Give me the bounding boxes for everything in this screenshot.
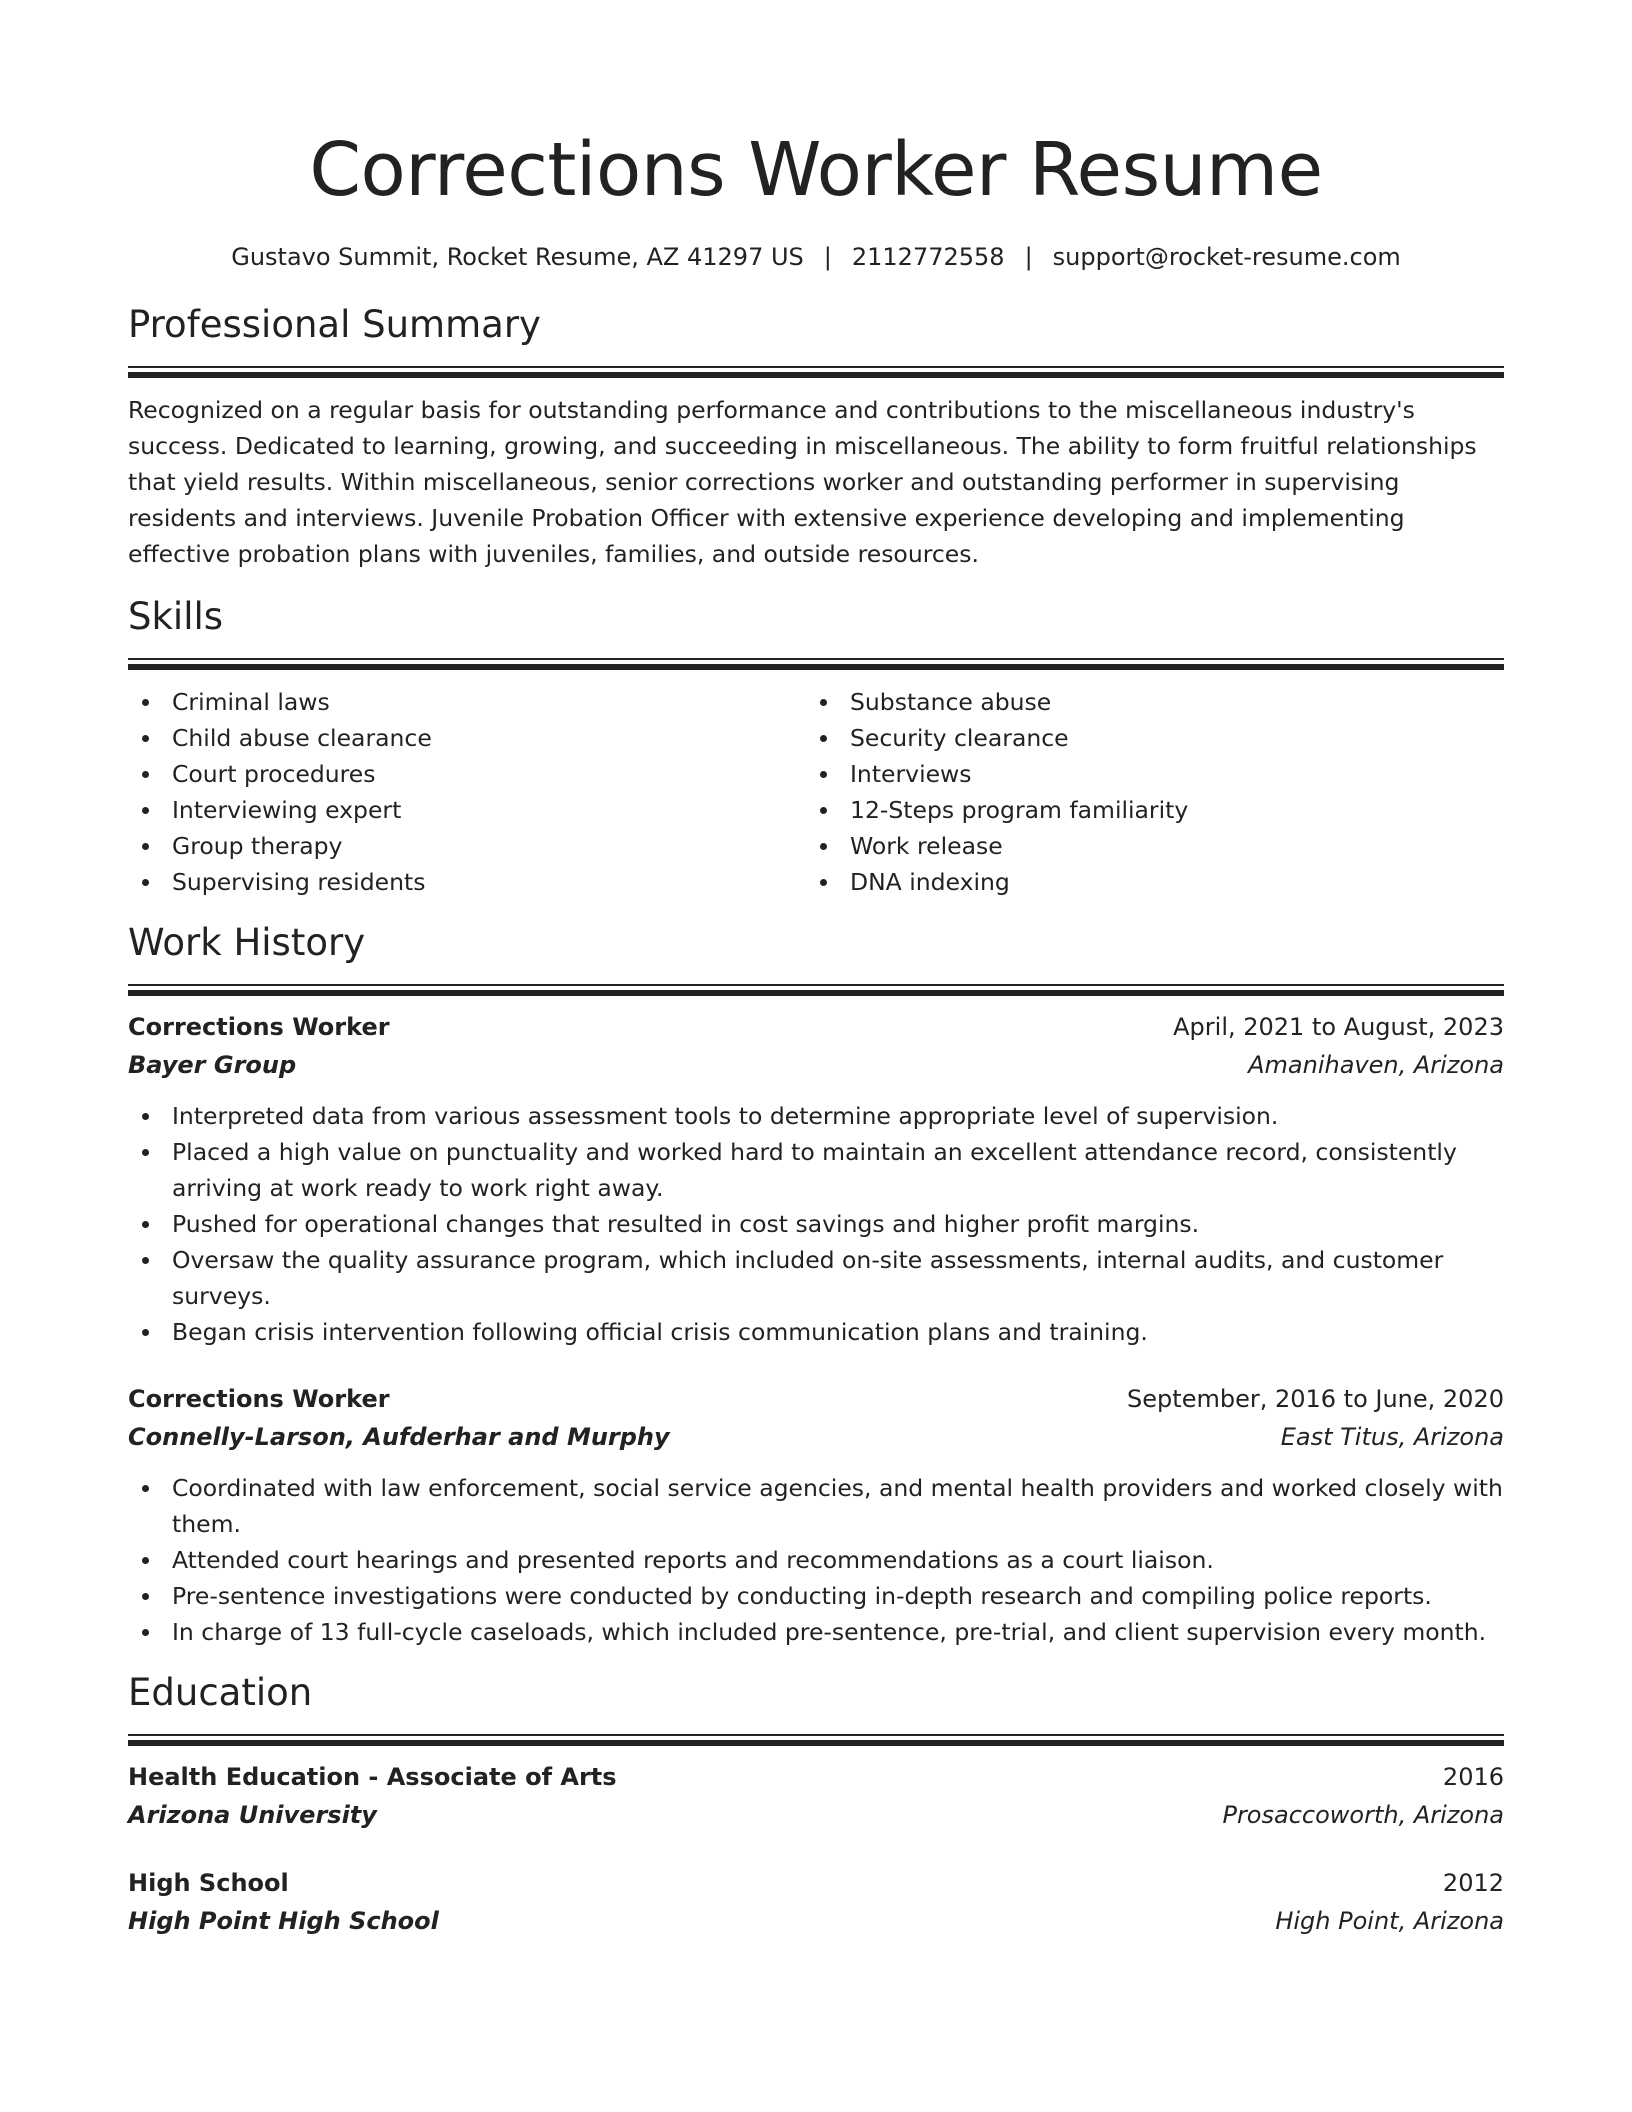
- skill-item: Criminal laws: [128, 684, 806, 720]
- education-degree: Health Education - Associate of Arts: [128, 1763, 617, 1791]
- job-location: East Titus, Arizona: [1280, 1423, 1504, 1451]
- skill-item: Supervising residents: [128, 864, 806, 900]
- summary-section: [128, 300, 1504, 572]
- job-header-row: [128, 1380, 1504, 1418]
- work-history-heading: Work History: [128, 921, 366, 964]
- resume-title: Corrections Worker Resume: [309, 127, 1323, 213]
- job-bullets: [128, 1098, 1504, 1350]
- education-location: Prosaccoworth, Arizona: [1222, 1801, 1504, 1829]
- contact-email: support@rocket-resume.com: [1052, 243, 1401, 271]
- contact-phone: 2112772558: [851, 243, 1005, 271]
- contact-separator: |: [1024, 243, 1033, 271]
- job-bullet: Pushed for operational changes that resulted in cost savings and higher profit margins.: [128, 1206, 1504, 1242]
- skill-item: Substance abuse: [806, 684, 1484, 720]
- contact-separator: |: [823, 243, 832, 271]
- job-bullet: Coordinated with law enforcement, social service agencies, and mental health providers and worked closely with them.: [128, 1470, 1504, 1542]
- job-bullet: Pre-sentence investigations were conducted by conducting in-depth research and compiling police reports.: [128, 1578, 1504, 1614]
- skill-item: Court procedures: [128, 756, 806, 792]
- education-entry: [128, 1758, 1504, 1834]
- skill-item: Child abuse clearance: [128, 720, 806, 756]
- job-bullet: Began crisis intervention following official crisis communication plans and training.: [128, 1314, 1504, 1350]
- job-bullet: Interpreted data from various assessment tools to determine appropriate level of supervision.: [128, 1098, 1504, 1134]
- contact-address: Gustavo Summit, Rocket Resume, AZ 41297 US: [231, 243, 804, 271]
- job-title: Corrections Worker: [128, 1013, 390, 1041]
- skills-left-column: [128, 684, 806, 900]
- education-section: [128, 1668, 1504, 1940]
- skill-item: 12-Steps program familiarity: [806, 792, 1484, 828]
- skill-item: Security clearance: [806, 720, 1484, 756]
- education-school: Arizona University: [128, 1801, 377, 1829]
- education-school-row: [128, 1902, 1504, 1940]
- education-year: 2012: [1442, 1869, 1504, 1897]
- job-bullets: [128, 1470, 1504, 1650]
- education-school-row: [128, 1796, 1504, 1834]
- skills-right-column: [806, 684, 1484, 900]
- education-heading: Education: [128, 1671, 313, 1714]
- job-entry: [128, 1008, 1504, 1350]
- job-entry: [128, 1380, 1504, 1650]
- skill-item: Interviewing expert: [128, 792, 806, 828]
- contact-line: [128, 240, 1504, 274]
- education-year: 2016: [1442, 1763, 1504, 1791]
- section-divider: [128, 658, 1504, 670]
- job-employer-row: [128, 1418, 1504, 1456]
- section-divider: [128, 366, 1504, 378]
- job-title: Corrections Worker: [128, 1385, 390, 1413]
- skills-grid: [128, 684, 1504, 900]
- education-location: High Point, Arizona: [1275, 1907, 1504, 1935]
- skill-item: Interviews: [806, 756, 1484, 792]
- job-bullet: Oversaw the quality assurance program, which included on-site assessments, internal audits, and customer surveys.: [128, 1242, 1504, 1314]
- job-location: Amanihaven, Arizona: [1248, 1051, 1504, 1079]
- job-header-row: [128, 1008, 1504, 1046]
- summary-text: Recognized on a regular basis for outstanding performance and contributions to the miscellaneous industry's success. Dedicated to learning, growing, and succeeding in miscellaneous. The ability to form fruitful relationships that yield results. Within miscellaneous, senior corrections worker and outstanding performer in supervising residents and interviews. Juvenile Probation Officer with extensive experience developing and implementing effective probation plans with juveniles, families, and outside resources.: [128, 396, 1477, 568]
- job-employer-row: [128, 1046, 1504, 1084]
- job-dates: September, 2016 to June, 2020: [1127, 1385, 1504, 1413]
- skills-section: [128, 592, 1504, 900]
- work-history-section: [128, 918, 1504, 1650]
- skills-heading: Skills: [128, 595, 224, 638]
- job-employer: Connelly-Larson, Aufderhar and Murphy: [128, 1423, 670, 1451]
- section-divider: [128, 984, 1504, 996]
- skill-item: Group therapy: [128, 828, 806, 864]
- job-employer: Bayer Group: [128, 1051, 297, 1079]
- education-entry: [128, 1864, 1504, 1940]
- education-header-row: [128, 1864, 1504, 1902]
- job-bullet: Placed a high value on punctuality and worked hard to maintain an excellent attendance record, consistently arriving at work ready to work right away.: [128, 1134, 1504, 1206]
- skill-item: DNA indexing: [806, 864, 1484, 900]
- section-divider: [128, 1734, 1504, 1746]
- skill-item: Work release: [806, 828, 1484, 864]
- job-bullet: Attended court hearings and presented reports and recommendations as a court liaison.: [128, 1542, 1504, 1578]
- job-bullet: In charge of 13 full-cycle caseloads, which included pre-sentence, pre-trial, and client supervision every month.: [128, 1614, 1504, 1650]
- education-header-row: [128, 1758, 1504, 1796]
- summary-heading: Professional Summary: [128, 303, 541, 346]
- job-dates: April, 2021 to August, 2023: [1173, 1013, 1504, 1041]
- resume-page: [128, 0, 1504, 1940]
- education-degree: High School: [128, 1869, 289, 1897]
- education-school: High Point High School: [128, 1907, 439, 1935]
